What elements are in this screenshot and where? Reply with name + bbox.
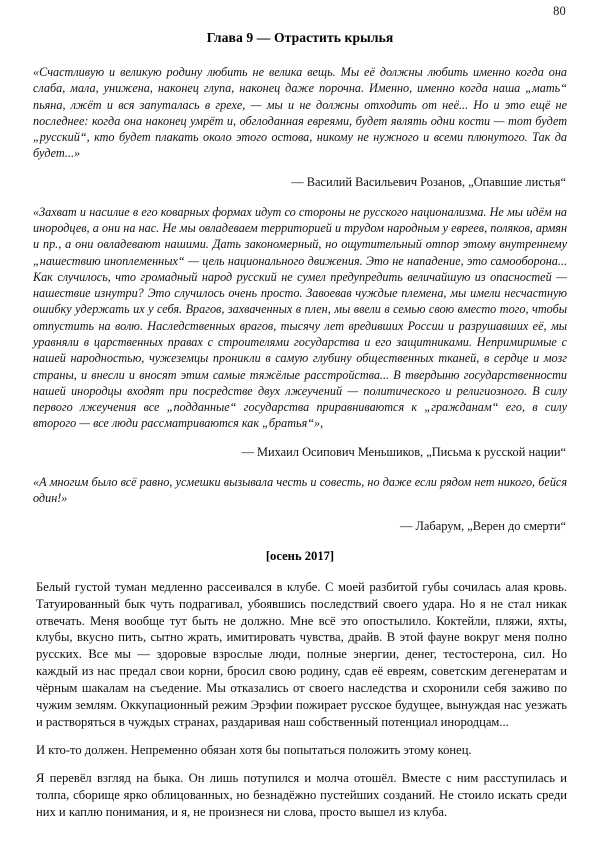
- date-marker: [осень 2017]: [265, 548, 335, 563]
- body-paragraph: И кто-то должен. Непременно обязан хотя бы попытаться положить этому конец.: [36, 743, 472, 758]
- page-number: 80: [553, 4, 566, 18]
- body-paragraph: Я перевёл взгляд на быка. Он лишь потупился и молча отошёл. Вместе с ним расступилась и толпа, сборище ярко облицованных, но безнадёжно пустейших созданий. Не стоило искать среди них и каплю понимания, и я, не произнеся ни слова, просто вышел из клуба.: [36, 771, 567, 819]
- epigraph-attribution-2: — Михаил Осипович Меньшиков, „Письма к русской нации“: [241, 444, 566, 459]
- body-paragraph: Белый густой туман медленно рассеивался в клубе. С моей разбитой губы сочилась алая кровь. Татуированный бык чуть подрагивал, убоявшись последствий своего удара. Но я не стал никак отвечать. Меня вообще тут быть не должно. Мне всё это опостылило. Коктейли, пляжи, яхты, клубы, вкусно пить, сытно жрать, имитировать чувства, драйв. В этой фауне вокруг меня полно русских. Все мы — здоровые взрослые люди, полные энергии, денег, тестостерона, сил. Но каждый из нас предал свои корни, бросил свою родину, сдав её евреям, советским дегенератам и чёрным шакалам на съедение. Мы отказались от своего наследства и схоронили себя заживо по чужим землям. Оккупационный режим Эрэфии пожирает русское будущее, вынуждая нас уезжать и растворяться в чуждых странах, раздаривая наш собственный потенциал инородцам...: [36, 579, 567, 730]
- epigraph-attribution-3: — Лабарум, „Верен до смерти“: [400, 519, 566, 534]
- epigraph-attribution-1: — Василий Васильевич Розанов, „Опавшие листья“: [291, 174, 566, 189]
- content-column: [33, 30, 567, 821]
- epigraph-quote-3: «А многим было всё равно, усмешки вызывала честь и совесть, но даже если рядом нет никого, бейся один!»: [33, 474, 567, 506]
- epigraph-quote-2: «Захват и насилие в его коварных формах идут со стороны не русского национализма. Не мы идём на инородцев, а они на нас. Не мы овладеваем территорией и трудом народным у евреев, поляков, армян и пр., а они овладевают нашими. Дать закономерный, но ощутительный отпор этому внутреннему „нашествию иноплеменных“ — цель национального движения. Это не нападение, это самооборона... Как случилось, что громадный народ русский не сумел предупредить величайшую из опасностей — нашествие изнутри? Это случилось очень просто. Завоевав чуждые племена, мы имели несчастную ошибку удержать их у себя. Врагов, захваченных в плен, мы ввели в семью свою вместо того, чтобы отпустить на волю. Наследственных врагов, тысячу лет вредивших России и разрушавших её, мы уравняли в царственных правах с строителями государства и его защитниками. Непримиримые с нашей народностью, чужеземцы проникли в самую глубину общественных тканей, в сердце и мозг страны, и внесли и вносят этим самые тяжёлые расстройства... В твердыню государственности нашей инородцы входят при посредстве двух лжеучений — политического и религиозного. В силу первого лжеучения все „подданные“ государства приравниваются к „гражданам“ его, в силу второго — все люди рассматриваются как „братья“»,: [33, 204, 567, 431]
- chapter-title: Глава 9 — Отрастить крылья: [206, 30, 394, 45]
- epigraph-quote-1: «Счастливую и великую родину любить не велика вещь. Мы её должны любить именно когда она слаба, мала, унижена, наконец глупа, наконец даже порочна. Именно, именно когда наша „мать“ пьяна, лжёт и вся запуталась в грехе, — мы и не должны отходить от неё... Но и это ещё не последнее: когда она наконец умрёт и, обглоданная евреями, будет являть одни кости — тот будет „русский“, кто будет плакать около этого остова, никому не нужного и всеми плюнутого. Так да будет...»: [33, 64, 567, 161]
